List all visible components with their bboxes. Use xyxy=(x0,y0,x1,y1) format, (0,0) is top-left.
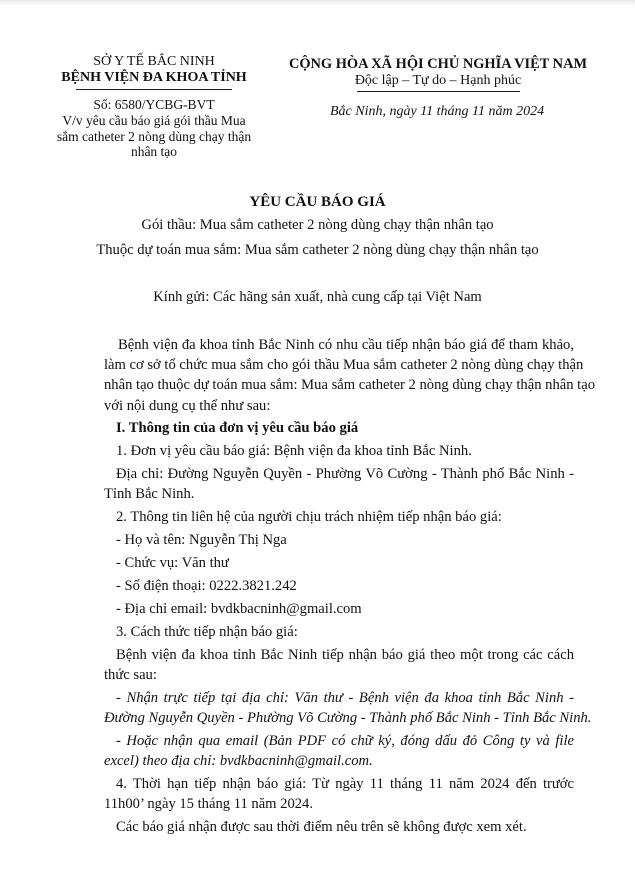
intro-paragraph-line: Bệnh viện đa khoa tỉnh Bắc Ninh có nhu cầu tiếp nhận báo giá để tham khảo, xyxy=(118,337,574,353)
address-line: Địa chỉ: Đường Nguyễn Quyền - Phường Võ Cường - Thành phố Bắc Ninh - xyxy=(116,466,574,482)
methods-intro-line: thức sau: xyxy=(104,667,157,683)
addressee-line: Kính gửi: Các hãng sản xuất, nhà cung cấp tại Việt Nam xyxy=(153,289,482,305)
issuing-agency-block xyxy=(56,54,252,160)
place-date: Bắc Ninh, ngày 11 tháng 11 năm 2024 xyxy=(330,104,545,119)
motto-underline xyxy=(357,91,520,92)
country-name: CỘNG HÒA XÃ HỘI CHỦ NGHĨA VIỆT NAM xyxy=(288,56,588,72)
contact-email: - Địa chỉ email: bvdkbacninh@gmail.com xyxy=(116,601,362,617)
subject-line: sắm catheter 2 nòng dùng chạy thận xyxy=(56,128,252,144)
contact-position: - Chức vụ: Văn thư xyxy=(116,555,229,571)
contact-phone: - Số điện thoại: 0222.3821.242 xyxy=(116,578,297,594)
method-direct-line: - Nhận trực tiếp tại địa chỉ: Văn thư - Bệnh viện đa khoa tỉnh Bắc Ninh - xyxy=(116,690,574,706)
methods-intro-line: Bệnh viện đa khoa tỉnh Bắc Ninh tiếp nhận báo giá theo một trong các cách xyxy=(116,647,574,663)
deadline-line: 4. Thời hạn tiếp nhận báo giá: Từ ngày 11 tháng 11 năm 2024 đến trước xyxy=(116,776,574,792)
estimate-line: Thuộc dự toán mua sắm: Mua sắm catheter 2 nòng dùng chạy thận nhân tạo xyxy=(96,242,539,258)
contact-name: - Họ và tên: Nguyễn Thị Nga xyxy=(116,532,287,548)
intro-paragraph-line: làm cơ sở tổ chức mua sắm cho gói thầu Mua sắm catheter 2 nòng dùng chạy thận xyxy=(104,357,584,373)
intro-paragraph-line: nhân tạo thuộc dự toán mua sắm: Mua sắm catheter 2 nòng dùng chạy thận nhân tạo xyxy=(104,377,595,393)
requesting-unit: 1. Đơn vị yêu cầu báo giá: Bệnh viện đa khoa tỉnh Bắc Ninh. xyxy=(116,443,472,459)
subject-line: nhân tạo xyxy=(130,144,178,159)
package-line: Gói thầu: Mua sắm catheter 2 nòng dùng chạy thận nhân tạo xyxy=(141,217,494,233)
document-number: Số: 6580/YCBG-BVT xyxy=(93,97,215,112)
address-line: Tỉnh Bắc Ninh. xyxy=(104,486,195,502)
document-title: YÊU CẦU BÁO GIÁ xyxy=(249,194,386,210)
national-motto: Độc lập – Tự do – Hạnh phúc xyxy=(354,73,522,88)
agency-underline xyxy=(76,89,232,90)
deadline-line: 11h00’ ngày 15 tháng 11 năm 2024. xyxy=(104,796,314,812)
receipt-method-heading: 3. Cách thức tiếp nhận báo giá: xyxy=(116,624,298,640)
intro-paragraph-line: với nội dung cụ thể như sau: xyxy=(104,398,271,414)
section-heading: I. Thông tin của đơn vị yêu cầu báo giá xyxy=(116,420,359,436)
national-header-block xyxy=(288,56,588,92)
method-email-line: excel) theo địa chỉ: bvdkbacninh@gmail.com. xyxy=(104,753,373,769)
contact-heading: 2. Thông tin liên hệ của người chịu trách nhiệm tiếp nhận báo giá: xyxy=(116,509,502,525)
ministry-name: SỞ Y TẾ BẮC NINH xyxy=(93,54,215,69)
viewer-top-shadow xyxy=(0,0,635,6)
closing-note: Các báo giá nhận được sau thời điểm nêu trên sẽ không được xem xét. xyxy=(116,819,527,835)
method-email-line: - Hoặc nhận qua email (Bản PDF có chữ ký, đóng dấu đỏ Công ty và file xyxy=(116,733,574,749)
hospital-name: BỆNH VIỆN ĐA KHOA TỈNH xyxy=(61,70,247,85)
subject-line: V/v yêu cầu báo giá gói thầu Mua xyxy=(62,113,246,128)
method-direct-line: Đường Nguyễn Quyền - Phường Võ Cường - Thành phố Bắc Ninh - Tỉnh Bắc Ninh. xyxy=(104,710,592,726)
